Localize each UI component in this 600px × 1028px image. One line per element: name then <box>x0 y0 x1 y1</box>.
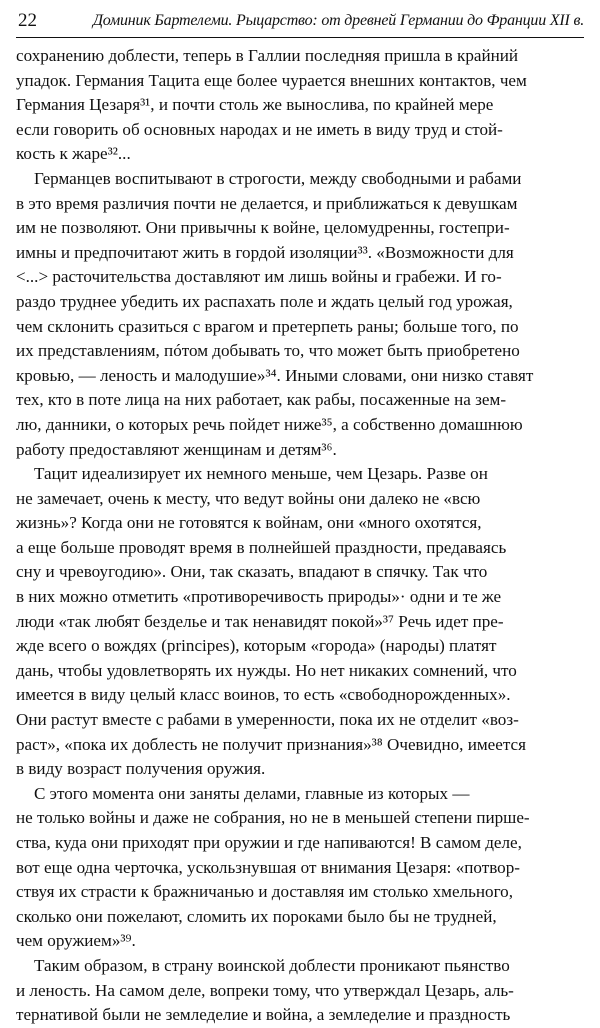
text-line: раздо труднее убедить их распахать поле и ждать целый год урожая, <box>16 291 513 311</box>
text-line: сколько они пожелают, сломить их пороками было бы не трудней, <box>16 906 497 926</box>
paragraph <box>16 167 584 462</box>
text-line: не только войны и даже не собрания, но не в меньшей степени пирше- <box>16 808 530 828</box>
text-line: а еще больше проводят время в полнейшей праздности, предаваясь <box>16 537 507 557</box>
text-line: работу предоставляют женщинам и детям³⁶. <box>16 439 337 459</box>
text-line: и леность. На самом деле, вопреки тому, что утверждал Цезарь, аль- <box>16 980 514 1000</box>
text-line: С этого момента они заняты делами, главные из которых — <box>34 783 470 803</box>
running-title: Доминик Бартелеми. Рыцарство: от древней Германии до Франции XII в. <box>92 12 584 29</box>
text-line: люди «так любят безделье и так ненавидят покой»³⁷ Речь идет пре- <box>16 611 504 631</box>
text-line: лю, данники, о которых речь пойдет ниже³⁵, а собственно домашнюю <box>16 414 523 434</box>
text-line: сну и чревоугодию». Они, так сказать, впадают в спячку. Так что <box>16 562 488 582</box>
text-line: в них можно отметить «противоречивость природы»· одни и те же <box>16 587 502 607</box>
text-line: жизнь»? Когда они не готовятся к войнам, они «много охотятся, <box>16 513 482 533</box>
page-number: 22 <box>18 10 37 31</box>
text-line: дань, чтобы удовлетворять их нужды. Но нет никаких сомнений, что <box>16 660 517 680</box>
text-line: их представлениям, пóтом добывать то, что может быть приобретено <box>16 341 520 361</box>
text-line: Тацит идеализирует их немного меньше, чем Цезарь. Разве он <box>34 464 488 484</box>
text-line: Германия Цезаря³¹, и почти столь же вынослива, по крайней мере <box>16 95 494 115</box>
text-line: упадок. Германия Тацита еще более чурается внешних контактов, чем <box>16 70 527 90</box>
paragraph <box>16 782 584 954</box>
paragraph <box>16 44 584 167</box>
text-line: чем склонить сразиться с врагом и претерпеть раны; больше того, по <box>16 316 519 336</box>
text-line: имны и предпочитают жить в гордой изоляции³³. «Возможности для <box>16 242 514 262</box>
page-header <box>16 8 584 38</box>
text-line: кровью, — леность и малодушие»³⁴. Иными словами, они низко ставят <box>16 365 534 385</box>
text-line: вот еще одна черточка, ускользнувшая от внимания Цезаря: «потвор- <box>16 857 520 877</box>
text-line: ствуя их страсти к бражничанью и доставляя им столько хмельного, <box>16 882 514 902</box>
text-line: тернативой были не земледелие и война, а земледелие и праздность <box>16 1005 511 1025</box>
text-line: Таким образом, в страну воинской доблести проникают пьянство <box>34 955 510 975</box>
text-line: кость к жаре³²... <box>16 144 131 164</box>
text-line: чем оружием»³⁹. <box>16 931 136 951</box>
text-line: в это время различия почти не делается, и приближаться к девушкам <box>16 193 518 213</box>
paragraph <box>16 954 584 1028</box>
text-line: ства, куда они приходят при оружии и где напиваются! В самом деле, <box>16 833 522 852</box>
text-line: сохранению доблести, теперь в Галлии последняя пришла в крайний <box>16 46 519 65</box>
text-line: в виду возраст получения оружия. <box>16 759 266 779</box>
text-line: им не позволяют. Они привычны к войне, целомудренны, гостепри- <box>16 218 510 238</box>
text-line: не замечает, очень к месту, что ведут войны они далеко не «всю <box>16 488 481 508</box>
text-line: Германцев воспитывают в строгости, между свободными и рабами <box>34 168 522 188</box>
text-line: <...> расточительства доставляют им лишь войны и грабежи. И го- <box>16 267 502 287</box>
text-line: если говорить об основных народах и не иметь в виду труд и стой- <box>16 119 503 139</box>
text-line: жде всего о вождях (principes), которым «города» (народы) платят <box>16 636 497 656</box>
body-text <box>16 44 584 1028</box>
text-line: тех, кто в поте лица на них работает, как рабы, посаженные на зем- <box>16 390 507 410</box>
text-line: имеется в виду целый класс воинов, то есть «свободнорожденных». <box>16 685 511 705</box>
paragraph <box>16 462 584 782</box>
text-line: Они растут вместе с рабами в умеренности, пока их не отделит «воз- <box>16 710 519 730</box>
text-line: раст», «пока их доблесть не получит признания»³⁸ Очевидно, имеется <box>16 734 526 754</box>
